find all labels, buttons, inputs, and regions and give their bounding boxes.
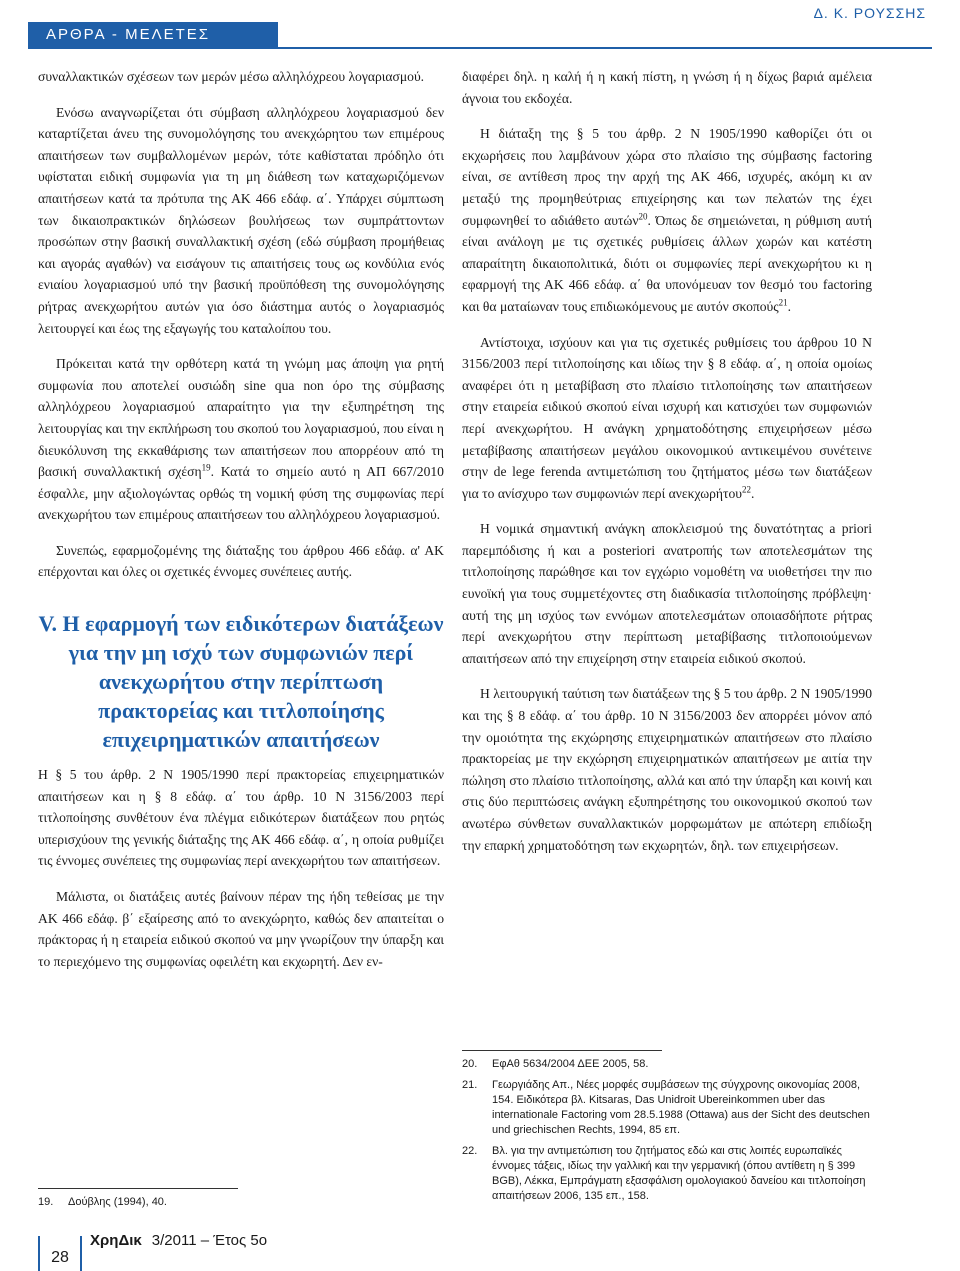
right-paragraph-3-text: Αντίστοιχα, ισχύουν και για τις σχετικές ρυθμίσεις του άρθρου 10 Ν 3156/2003 περί τιτλοποίησης και ιδίως την § 8 εδάφ. α΄, η οποία ομοίως αναφέρει ότι η μεταβίβαση στο πλαίσιο τιτλοποίησης των απαιτήσεων στην εταιρεία ειδικού σκοπού είναι ισχυρή και κατισχύει των συμφωνιών περί ανεκχωρήτου. Η ανάγκη χρηματοδότησης επιχειρήσεων μέσω μεταβίβασης απαιτήσεων μεγάλου οικονομικού αντικειμένου συνέτεινε στην de lege ferenda αντιμετώπιση του ζητήματος μέσω των διατάξεων για το ανίσχυρο των συμφωνιών περί ανεκχωρήτου <box>462 334 872 501</box>
footnote-number: 19. <box>38 1196 54 1208</box>
section-heading: V. Η εφαρμογή των ειδικότερων διατάξεων για την μη ισχύ των συμφωνιών περί ανεκχωρήτου στην περίπτωση πρακτορείας και τιτλοποίησης επιχειρηματικών απαιτήσεων <box>38 611 444 753</box>
section-label: ΑΡΘΡΑ - ΜΕΛΕΤΕΣ <box>28 22 278 48</box>
right-paragraph-2-text-c: . <box>787 298 792 314</box>
right-paragraph-1: διαφέρει δηλ. η καλή ή η κακή πίστη, η γνώση ή η δίχως βαριά αμέλεια άγνοια του εκδοχέα. <box>462 69 872 106</box>
right-paragraph-2 <box>462 123 872 317</box>
right-column <box>462 66 872 870</box>
footnote-text: Δούβλης (1994), 40. <box>68 1196 167 1208</box>
left-paragraph-3 <box>38 353 444 526</box>
left-paragraph-4: Συνεπώς, εφαρμοζομένης της διάταξης του άρθρου 466 εδάφ. α' ΑΚ επέρχονται και όλες οι σχετικές έννομες συνέπειες αυτής. <box>38 542 444 580</box>
left-paragraph-2: Ενόσω αναγνωρίζεται ότι σύμβαση αλληλόχρεου λογαριασμού δεν καταρτίζεται άνευ της συνομολόγησης του ανεκχώρητου των επιμέρους απαιτήσεων των συμβαλλομένων μερών, τότε καθίσταται πρόδηλο ότι υφίσταται ειδική συμφωνία για τη μη διάθεση των καταχωριζόμενων απαιτήσεων κατά τα πρότυπα της ΑΚ 466 εδάφ. α΄. Υπάρχει σύμπτωση των δικαιοπρακτικών δηλώσεων βουλήσεως των συμπράττοντων προσώπων στην βασική συναλλακτική σχέση (εδώ σύμβαση προμήθειας και αγοράς αγαθών) να εισάγουν τις απαιτήσεις τους ως κονδύλια ενός ενιαίου λογαριασμού υπό την βασική προϋπόθεση της συνομολόγησης ρήτρας ανεκχωρήτου αυτών για όσο διάστημα αυτός ο λογαριασμός λειτουργεί και έως της εξαγωγής του καταλοίπου του. <box>38 104 444 336</box>
left-paragraph-3-text-b: . Κατά το σημείο αυτό η ΑΠ 667/2010 έσφαλλε, μην αξιολογώντας ορθώς τη νομική φύση της συμφωνίας περί ανεκχωρήτου των επιμέρους απαιτήσεων του αλληλόχρεου λογαριασμού. <box>38 464 444 523</box>
right-paragraph-5: Η λειτουργική ταύτιση των διατάξεων της § 5 του άρθρ. 2 Ν 1905/1990 και της § 8 εδάφ. α΄ του άρθρ. 10 Ν 3156/2003 δεν απορρέει μόνον από την ομοιότητα της εκχώρησης επιχειρηματικών απαιτήσεων στο πλαίσιο πρακτορείας με την εκχώρηση επιχειρηματικών απαιτήσεων με αιτία την πώληση στο πλαίσιο τιτλοποίησης, αλλά και από την ύπαρξη και κοινή και στις δύο περιπτώσεις ανάγκη εξυπηρέτησης του οικονομικού σκοπού των ανωτέρω σύνθετων συναλλακτικών μορφωμάτων με απώτερη επιδίωξη την επαρκή χρηματοδότηση των εκχωρητών, δηλ. των επιχειρήσεων. <box>462 686 872 853</box>
journal-name: ΧρηΔικ <box>90 1232 142 1249</box>
journal-footer <box>90 1232 267 1249</box>
right-paragraph-2-text: Η διάταξη της § 5 του άρθρ. 2 Ν 1905/1990 καθορίζει ότι οι εκχωρήσεις που λαμβάνουν χώρα στο πλαίσιο της σύμβασης factoring είναι, σε αντίθεση προς την αρχή της ΑΚ 466, ισχυρές, ακόμη κι αν μεταξύ της προμηθεύτριας επιχείρησης και των πελατών της έχει συμφωνηθεί το αδιάθετο αυτών <box>462 126 872 228</box>
footnote-text: ΕφΑθ 5634/2004 ΔΕΕ 2005, 58. <box>492 1058 649 1070</box>
footnote-20 <box>462 1057 872 1072</box>
footnote-ref-21: 21 <box>778 297 788 308</box>
page-number: 28 <box>51 1249 69 1266</box>
footnote-19 <box>38 1195 444 1210</box>
left-paragraph-6: Μάλιστα, οι διατάξεις αυτές βαίνουν πέραν της ήδη τεθείσας με την ΑΚ 466 εδάφ. β΄ εξαίρεσης από το ανεκχώρητο, καθώς δεν απαιτείται ο πράκτορας ή η εταιρεία ειδικού σκοπού να μην γνωρίζουν την ύπαρξη και το περιεχόμενο της συμφωνίας οφειλέτη και εκχωρητή. Δεν εν- <box>38 889 444 969</box>
journal-issue: 3/2011 – Έτος 5ο <box>151 1232 268 1249</box>
header-rule <box>28 47 932 49</box>
footnote-21 <box>462 1078 872 1138</box>
footnote-number: 21. <box>462 1079 478 1091</box>
left-paragraph-3-text: Πρόκειται κατά την ορθότερη κατά τη γνώμη μας άποψη για ρητή συμφωνία που αποτελεί ουσιώδη sine qua non όρο της σύμβασης αλληλόχρεου λογαριασμού απαραίτητο για την εξυπηρέτηση της λειτουργίας και την εκπλήρωση του σκοπού του λογαριασμού, που είναι η διευκόλυνση της εκκαθάρισης των απαιτήσεων που απορρέουν από τη βασική συναλλακτική σχέση <box>38 356 444 480</box>
left-paragraph-5: Η § 5 του άρθρ. 2 Ν 1905/1990 περί πρακτορείας επιχειρηματικών απαιτήσεων και η § 8 εδάφ. α΄ του άρθρ. 10 Ν 3156/2003 περί τιτλοποίησης συνθέτουν ένα πλέγμα ειδικότερων διατάξεων που ρητώς υπερισχύουν της γενικής διάταξης της ΑΚ 466 εδάφ. α΄, η οποία ρυθμίζει τις έννομες συνέπειες της συμφωνίας περί ανεκχωρήτου των απαιτήσεων. <box>38 767 444 869</box>
author-name: Δ. Κ. ΡΟΥΣΣΗΣ <box>813 5 926 21</box>
footnote-text: Γεωργιάδης Απ., Νέες μορφές συμβάσεων της σύγχρονης οικονομίας 2008, 154. Ειδικότερα βλ. Kitsaras, Das Unidroit Ubereinkommen uber das internationale Factoring vom 28.5.1988 (Ottawa) aus der Sicht des deutschen und griechischen Rechts, 1994, 85 επ. <box>492 1079 870 1136</box>
footnote-rule <box>38 1188 238 1189</box>
footnote-number: 20. <box>462 1058 478 1070</box>
footnote-text: Βλ. για την αντιμετώπιση του ζητήματος εδώ και στις λοιπές ευρωπαϊκές έννομες τάξεις, ιδίως την γαλλική και την γερμανική (όπου αντίθετη η § 399 BGB), Λέκκα, Εμπράγματη εξασφάλιση ομολογιακού δανείου και τιτλοποίηση απαιτήσεων 2006, 135 επ., 158. <box>492 1145 866 1202</box>
left-column <box>38 66 444 986</box>
footnote-rule <box>462 1050 662 1051</box>
footnote-ref-22: 22 <box>742 484 752 495</box>
right-footnotes <box>462 1050 872 1210</box>
footnote-22 <box>462 1144 872 1204</box>
right-paragraph-3 <box>462 332 872 505</box>
right-paragraph-2-text-b: . Όπως δε σημειώνεται, η ρύθμιση αυτή είναι ανάλογη με τις σχετικές ρυθμίσεις άλλων χωρών και κατέστη απαραίτητη δικαιοπολιτικά, διότι οι συμφωνίες περί ανεκχωρήτου κι η εφαρμογή της ΑΚ 466 εδάφ. α΄ θα υπονόμευαν τον θεσμό του factoring και θα ματαίωναν τους επιδιωκόμενους με αυτόν σκοπούς <box>462 212 872 314</box>
right-paragraph-3-text-b: . <box>751 485 755 501</box>
left-footnotes <box>38 1188 444 1216</box>
footnote-ref-20: 20 <box>638 211 648 222</box>
footnote-ref-19: 19 <box>201 462 211 473</box>
page-number-box <box>38 1236 82 1271</box>
left-paragraph-1: συναλλακτικών σχέσεων των μερών μέσω αλληλόχρεου λογαριασμού. <box>38 69 425 84</box>
right-paragraph-4: Η νομικά σημαντική ανάγκη αποκλεισμού της δυνατότητας a priori παρεμπόδισης ή και a posteriori ανατροπής των αποτελεσμάτων της τιτλοποίησης παρώθησε και τον εγχώριο νομοθέτη να υιοθετήσει την πιο ευνοϊκή για τους συμμετέχοντες στη διαδικασία τιτλοποίησης πρόβλεψη· αυτή της μη ισχύος των εννόμων αποτελεσμάτων οποιασδήποτε ρήτρας περί ανεκχωρήτου στην περίπτωση μεταβίβασης τιτλοποιούμενων απαιτήσεων από την επιχείρηση στην εταιρεία ειδικού σκοπού. <box>462 521 872 666</box>
footnote-number: 22. <box>462 1145 478 1157</box>
